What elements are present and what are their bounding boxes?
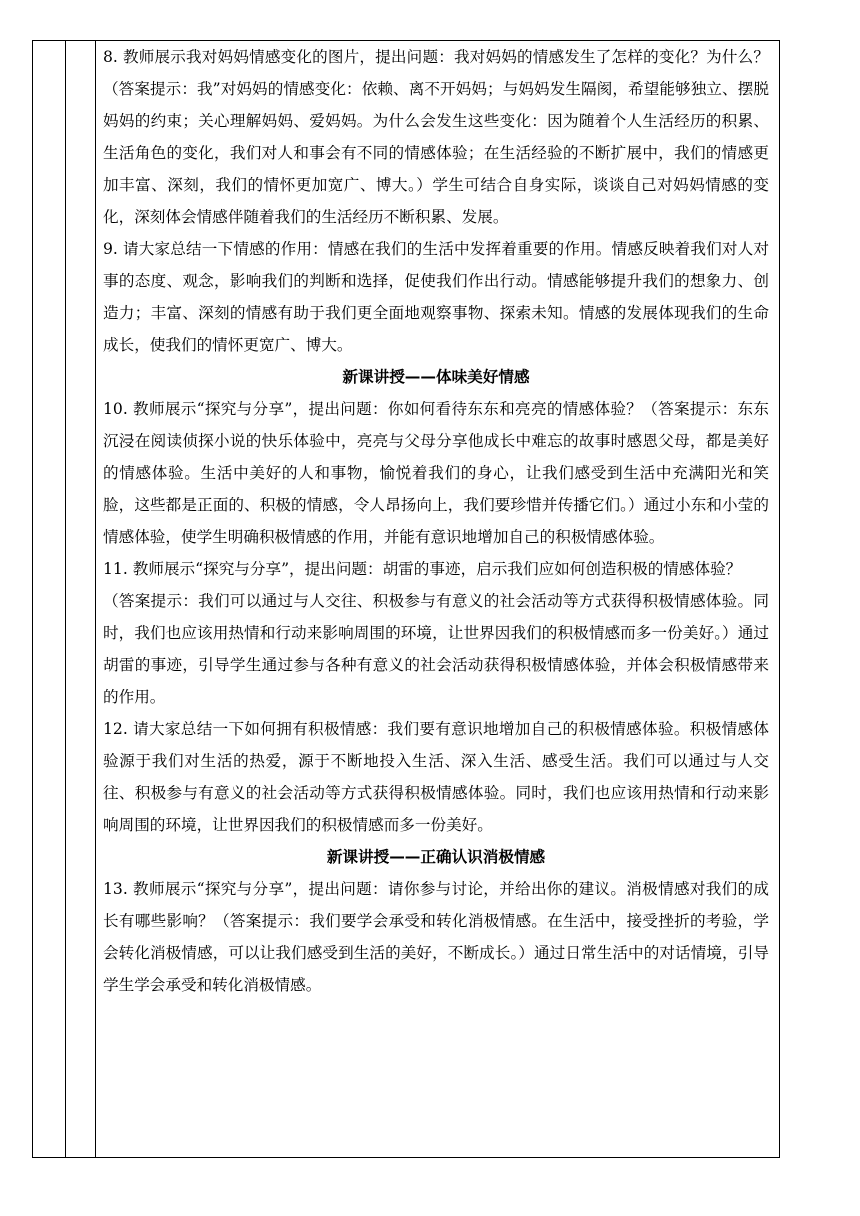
content-cell xyxy=(103,41,769,1001)
paragraph-11-answer: （答案提示：我们可以通过与人交往、积极参与有意义的社会活动等方式获得积极情感体验。同时，我们也应该用热情和行动来影响周围的环境，让世界因我们的积极情感而多一份美好。）通过胡雷的事迹，引导学生通过参与各种有意义的社会活动获得积极情感体验，并体会积极情感带来的作用。 xyxy=(103,592,769,706)
paragraph-8: 8. 教师展示我对妈妈情感变化的图片，提出问题：我对妈妈的情感发生了怎样的变化？为什么？（答案提示：我”对妈妈的情感变化：依赖、离不开妈妈；与妈妈发生隔阂，希望能够独立、摆脱妈妈的约束；关心理解妈妈、爱妈妈。为什么会发生这些变化：因为随着个人生活经历的积累、生活角色的变化，我们对人和事会有不同的情感体验；在生活经验的不断扩展中，我们的情感更加丰富、深刻，我们的情怀更加宽广、博大。）学生可结合自身实际，谈谈自己对妈妈情感的变化，深刻体会情感伴随着我们的生活经历不断积累、发展。 xyxy=(103,48,769,226)
column-divider-1 xyxy=(65,41,66,1157)
paragraph-11: 11. 教师展示“探究与分享”，提出问题：胡雷的事迹，启示我们应如何创造积极的情感体验？ xyxy=(103,560,742,578)
paragraph-9: 9. 请大家总结一下情感的作用：情感在我们的生活中发挥着重要的作用。情感反映着我们对人对事的态度、观念，影响我们的判断和选择，促使我们作出行动。情感能够提升我们的想象力、创造力；丰富、深刻的情感有助于我们更全面地观察事物、探索未知。情感的发展体现我们的生命成长，使我们的情怀更宽广、博大。 xyxy=(103,240,769,354)
paragraph-12: 12. 请大家总结一下如何拥有积极情感：我们要有意识地增加自己的积极情感体验。积极情感体验源于我们对生活的热爱，源于不断地投入生活、深入生活、感受生活。我们可以通过与人交往、积极参与有意义的社会活动等方式获得积极情感体验。同时，我们也应该用热情和行动来影响周围的环境，让世界因我们的积极情感而多一份美好。 xyxy=(103,720,769,834)
lesson-table xyxy=(32,40,780,1158)
paragraph-10: 10. 教师展示“探究与分享”，提出问题：你如何看待东东和亮亮的情感体验？（答案提示：东东沉浸在阅读侦探小说的快乐体验中，亮亮与父母分享他成长中难忘的故事时感恩父母，都是美好的情感体验。生活中美好的人和事物，愉悦着我们的身心，让我们感受到生活中充满阳光和笑脸，这些都是正面的、积极的情感，令人昂扬向上，我们要珍惜并传播它们。）通过小东和小莹的情感体验，使学生明确积极情感的作用，并能有意识地增加自己的积极情感体验。 xyxy=(103,400,769,546)
section-heading-negative-emotions: 新课讲授——正确认识消极情感 xyxy=(326,848,546,866)
section-heading-positive-emotions: 新课讲授——体味美好情感 xyxy=(342,368,530,386)
column-divider-2 xyxy=(95,41,96,1157)
paragraph-13: 13. 教师展示“探究与分享”，提出问题：请你参与讨论，并给出你的建议。消极情感对我们的成长有哪些影响？（答案提示：我们要学会承受和转化消极情感。在生活中，接受挫折的考验，学会转化消极情感，可以让我们感受到生活的美好，不断成长。）通过日常生活中的对话情境，引导学生学会承受和转化消极情感。 xyxy=(103,880,769,994)
